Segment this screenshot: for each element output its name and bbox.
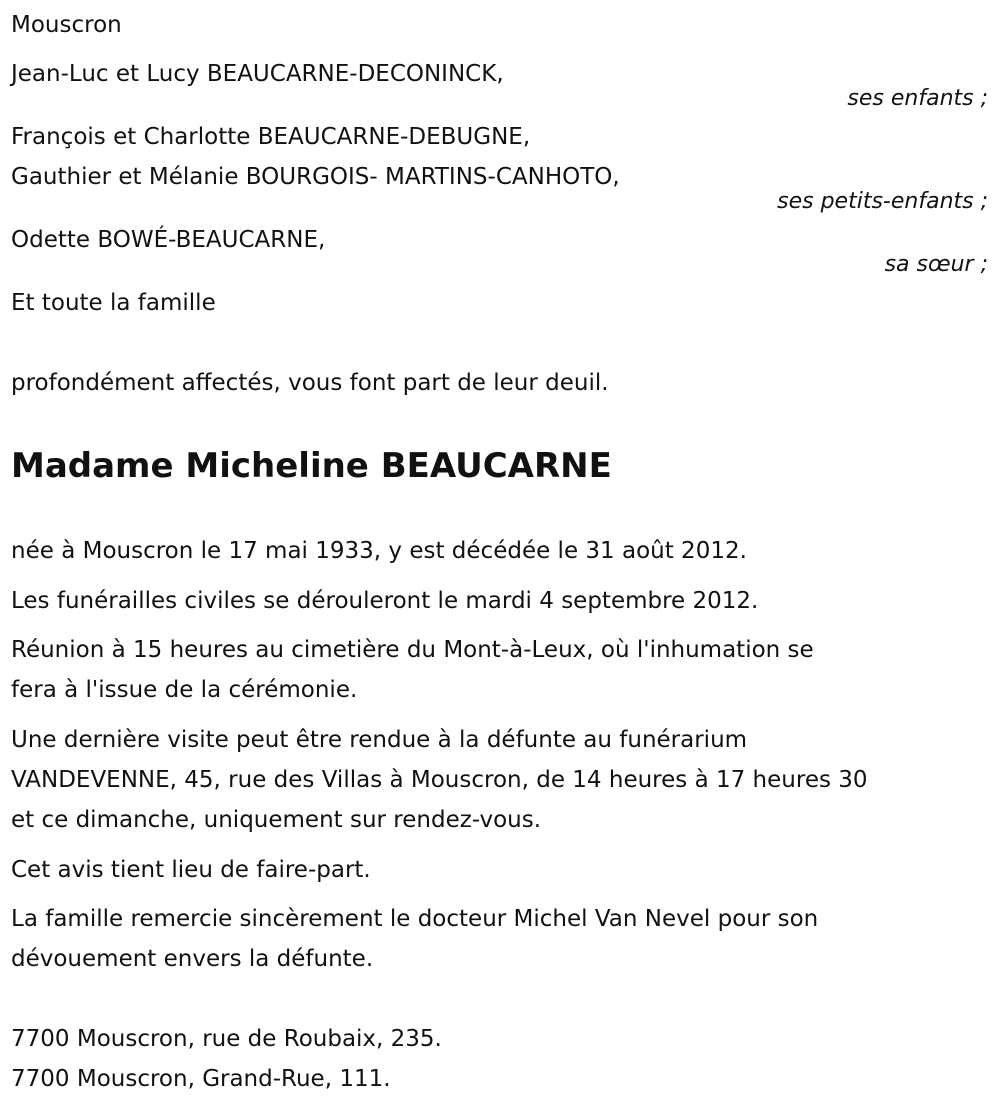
grandchildren-names-2: Gauthier et Mélanie BOURGOIS- MARTINS-CANHOTO, — [11, 164, 620, 190]
birth-death-line: née à Mouscron le 17 mai 1933, y est décédée le 31 août 2012. — [11, 538, 747, 564]
thanks-line-2: dévouement envers la défunte. — [11, 946, 374, 972]
address-1: 7700 Mouscron, rue de Roubaix, 235. — [11, 1026, 442, 1052]
visit-line-1: Une dernière visite peut être rendue à la défunte au funérarium — [11, 727, 748, 753]
children-names: Jean-Luc et Lucy BEAUCARNE-DECONINCK, — [11, 61, 504, 87]
visit-line-3: et ce dimanche, uniquement sur rendez-vous. — [11, 807, 542, 833]
grandchildren-names-1: François et Charlotte BEAUCARNE-DEBUGNE, — [11, 124, 531, 150]
funeral-line: Les funérailles civiles se dérouleront le mardi 4 septembre 2012. — [11, 588, 759, 614]
thanks-line-1: La famille remercie sincèrement le docteur Michel Van Nevel pour son — [11, 906, 819, 932]
city-heading: Mouscron — [11, 12, 122, 38]
meeting-line-1: Réunion à 15 heures au cimetière du Mont-à-Leux, où l'inhumation se — [11, 637, 814, 663]
address-2: 7700 Mouscron, Grand-Rue, 111. — [11, 1066, 391, 1092]
notice-line: Cet avis tient lieu de faire-part. — [11, 857, 371, 883]
rest-of-family: Et toute la famille — [11, 290, 216, 316]
sister-role: sa sœur ; — [884, 252, 988, 277]
meeting-line-2: fera à l'issue de la cérémonie. — [11, 677, 358, 703]
sister-name: Odette BOWÉ-BEAUCARNE, — [11, 227, 326, 253]
deceased-name: Madame Micheline BEAUCARNE — [11, 446, 612, 486]
children-role: ses enfants ; — [847, 86, 988, 111]
announcement-text: profondément affectés, vous font part de leur deuil. — [11, 370, 609, 396]
grandchildren-role: ses petits-enfants ; — [777, 189, 988, 214]
visit-line-2: VANDEVENNE, 45, rue des Villas à Mouscron, de 14 heures à 17 heures 30 — [11, 767, 868, 793]
